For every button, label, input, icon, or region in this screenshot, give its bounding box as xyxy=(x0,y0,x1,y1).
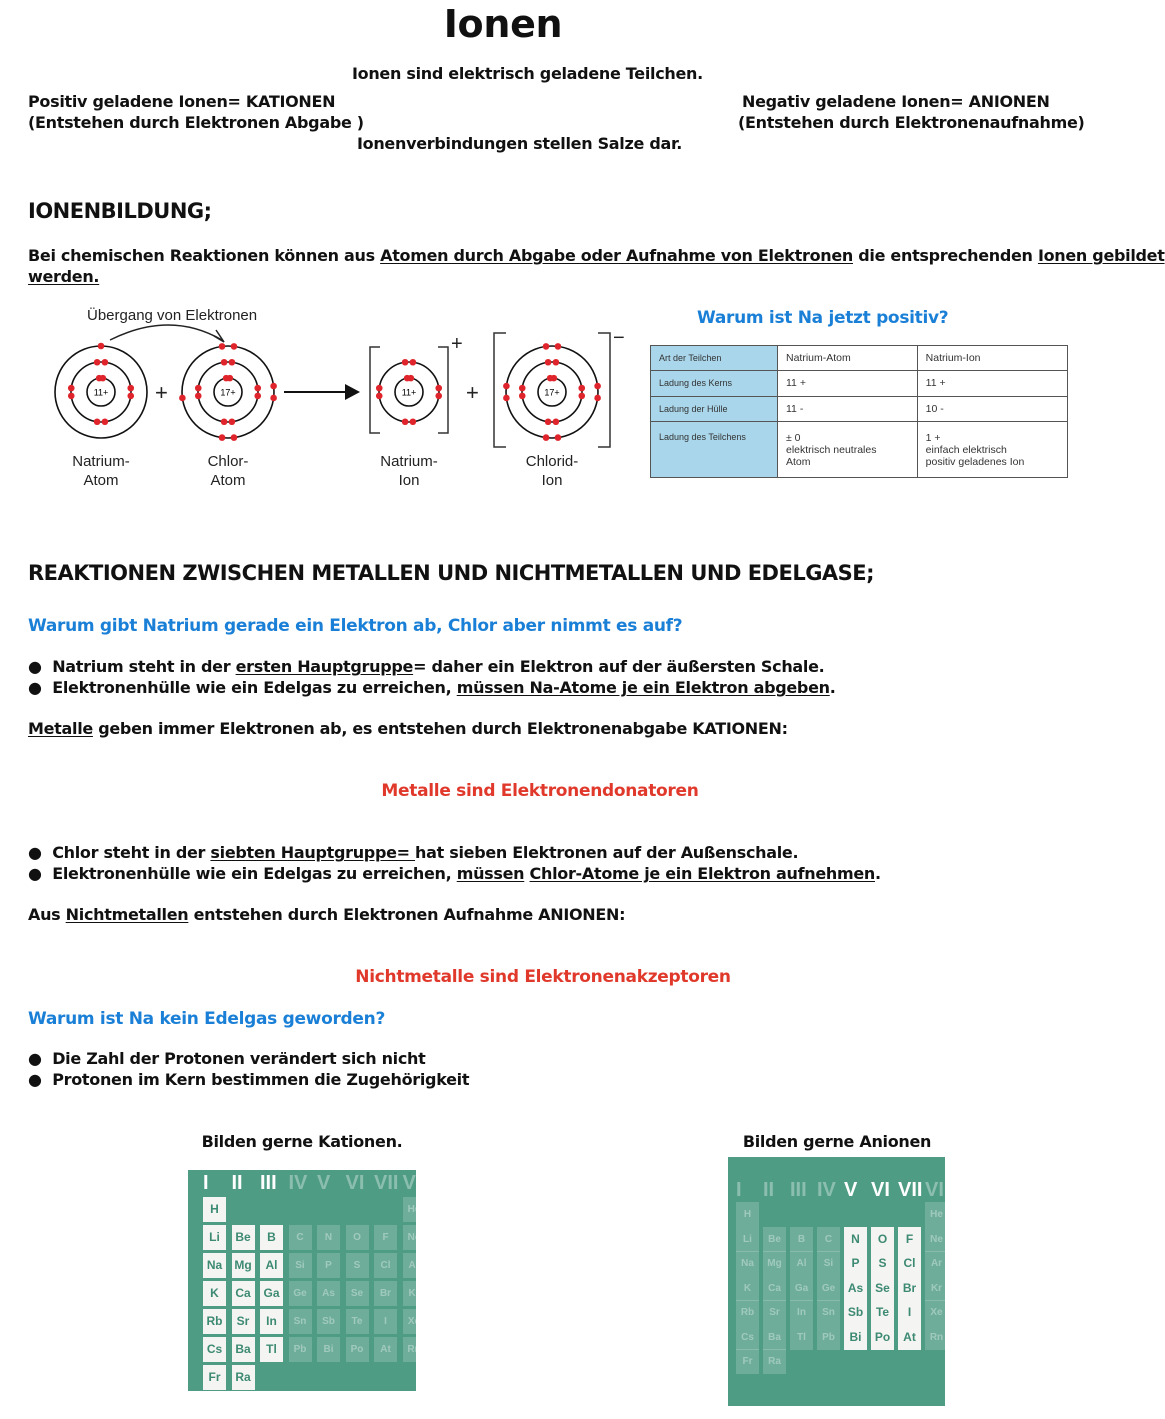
element-he: He xyxy=(403,1197,426,1222)
electron xyxy=(219,434,226,441)
sodium-ion xyxy=(376,359,442,425)
element-i: I xyxy=(898,1300,921,1325)
element-rn: Rn xyxy=(925,1325,948,1350)
element-in: In xyxy=(790,1300,813,1325)
electron xyxy=(195,385,202,392)
electron xyxy=(402,418,409,425)
label-chlorine-atom-1: Chlor- xyxy=(207,453,249,470)
nucleus-charge: 11+ xyxy=(401,387,417,398)
element-ba: Ba xyxy=(763,1325,786,1350)
element-pb: Pb xyxy=(817,1325,840,1350)
anionen-caption: Bilden gerne Anionen xyxy=(742,1132,932,1151)
group-label: V xyxy=(317,1172,331,1194)
element-o: O xyxy=(871,1227,894,1252)
element-at: At xyxy=(374,1337,397,1362)
element-li: Li xyxy=(736,1227,759,1252)
electron xyxy=(543,343,550,350)
metals-donors: Metalle sind Elektronendonatoren xyxy=(381,781,699,801)
ion-definition: Ionen sind elektrisch geladene Teilchen. xyxy=(352,64,703,83)
electron xyxy=(98,343,105,350)
nonmetals-text: Aus Nichtmetallen entstehen durch Elektronen Aufnahme ANIONEN: xyxy=(28,905,626,924)
element-ra: Ra xyxy=(763,1349,786,1374)
group-label: VII xyxy=(374,1172,399,1194)
bracket-cl-right xyxy=(598,333,610,447)
element-se: Se xyxy=(346,1281,369,1306)
element-tl: Tl xyxy=(260,1337,283,1362)
electron xyxy=(519,385,526,392)
periodic-table-cations xyxy=(188,1170,433,1391)
element-k: K xyxy=(203,1281,226,1306)
element-br: Br xyxy=(374,1281,397,1306)
ionenbildung-paragraph: Bei chemischen Reaktionen können aus Atomen durch Abgabe oder Aufnahme von Elektronen die entsprechenden Ionen gebildet xyxy=(28,246,1165,265)
group-label: III xyxy=(260,1172,277,1194)
group-label: III xyxy=(790,1179,807,1201)
periodic-table-anions xyxy=(728,1157,956,1406)
label-chlorine-atom-2: Atom xyxy=(210,472,246,489)
electron xyxy=(578,385,585,392)
element-po: Po xyxy=(346,1337,369,1362)
electron xyxy=(410,418,417,425)
element-c: C xyxy=(289,1225,312,1250)
group-label: IV xyxy=(288,1172,308,1194)
label-sodium-atom-1: Natrium- xyxy=(72,453,130,470)
ionenbildung-paragraph-end: werden. xyxy=(28,267,100,286)
salts-text: Ionenverbindungen stellen Salze dar. xyxy=(357,134,683,153)
group-label: VI xyxy=(871,1179,890,1201)
electron xyxy=(127,393,134,400)
bullet-sodium-group: ● Natrium steht in der ersten Hauptgruppe= daher ein Elektron auf der äußersten Schale. xyxy=(28,657,825,676)
element-be: Be xyxy=(763,1227,786,1252)
table-question: Warum ist Na jetzt positiv? xyxy=(697,308,949,328)
group-label: IV xyxy=(817,1179,836,1201)
electron xyxy=(410,359,417,366)
element-b: B xyxy=(260,1225,283,1250)
element-n: N xyxy=(317,1225,340,1250)
element-be: Be xyxy=(232,1225,255,1250)
element-kr: Kr xyxy=(925,1276,948,1301)
sodium-atom xyxy=(55,343,147,438)
element-ga: Ga xyxy=(260,1281,283,1306)
table-row: Ladung des Kerns 11 + 11 + xyxy=(651,371,1068,396)
element-pb: Pb xyxy=(289,1337,312,1362)
element-at: At xyxy=(898,1325,921,1350)
element-al: Al xyxy=(260,1253,283,1278)
element-ar: Ar xyxy=(403,1253,426,1278)
group-label: V xyxy=(844,1179,858,1201)
na-ion-charge: + xyxy=(451,333,463,355)
group-label: II xyxy=(231,1172,243,1194)
electron xyxy=(555,434,562,441)
plus-sign-2: + xyxy=(466,380,479,405)
element-sr: Sr xyxy=(232,1309,255,1334)
kationen-caption: Bilden gerne Kationen. xyxy=(201,1132,403,1151)
electron xyxy=(376,385,383,392)
label-chloride-ion-1: Chlorid- xyxy=(525,453,579,470)
electron xyxy=(195,393,202,400)
element-li: Li xyxy=(203,1225,226,1250)
element-sb: Sb xyxy=(844,1300,867,1325)
element-n: N xyxy=(844,1227,867,1252)
electron xyxy=(229,418,236,425)
element-cs: Cs xyxy=(736,1325,759,1350)
transfer-label: Übergang von Elektronen xyxy=(87,307,258,324)
element-h: H xyxy=(736,1202,759,1227)
electron xyxy=(221,359,228,366)
element-p: P xyxy=(844,1251,867,1276)
electron xyxy=(229,359,236,366)
element-rn: Rn xyxy=(403,1337,426,1362)
element-h: H xyxy=(203,1197,226,1222)
element-k: K xyxy=(736,1276,759,1301)
electron xyxy=(553,418,560,425)
element-na: Na xyxy=(203,1253,226,1278)
element-mg: Mg xyxy=(232,1253,255,1278)
nonmetals-acceptors: Nichtmetalle sind Elektronenakzeptoren xyxy=(355,967,731,987)
element-s: S xyxy=(346,1253,369,1278)
bullet-protons-constant: ● Die Zahl der Protonen verändert sich nicht xyxy=(28,1049,426,1068)
group-label: VI xyxy=(345,1172,365,1194)
element-ra: Ra xyxy=(232,1365,255,1390)
element-xe: Xe xyxy=(403,1309,426,1334)
electron xyxy=(270,383,277,390)
ionenbildung-heading: IONENBILDUNG; xyxy=(28,199,212,223)
element-tl: Tl xyxy=(790,1325,813,1350)
chlorine-atom xyxy=(179,343,277,441)
electron xyxy=(254,393,261,400)
electron xyxy=(594,395,601,402)
element-o: O xyxy=(346,1225,369,1250)
electron xyxy=(270,395,277,402)
ion-formation-diagram xyxy=(0,300,640,500)
electron xyxy=(221,418,228,425)
element-ga: Ga xyxy=(790,1276,813,1301)
sodium-comparison-table xyxy=(650,345,1068,478)
nucleus-charge: 17+ xyxy=(220,387,236,398)
element-b: B xyxy=(790,1227,813,1252)
element-se: Se xyxy=(871,1276,894,1301)
reaktionen-heading: REAKTIONEN ZWISCHEN METALLEN UND NICHTMETALLEN UND EDELGASE; xyxy=(28,561,875,585)
nucleus-charge: 11+ xyxy=(93,387,109,398)
element-ne: Ne xyxy=(403,1225,426,1250)
bullet-sodium-noble: ● Elektronenhülle wie ein Edelgas zu erreichen, müssen Na-Atome je ein Elektron abgeben. xyxy=(28,678,836,697)
electron xyxy=(100,375,107,382)
element-ar: Ar xyxy=(925,1251,948,1276)
element-ca: Ca xyxy=(232,1281,255,1306)
electron xyxy=(545,359,552,366)
group-label: VII xyxy=(898,1179,923,1201)
electron xyxy=(102,359,109,366)
electron xyxy=(578,393,585,400)
bracket-cl-left xyxy=(494,333,506,447)
electron xyxy=(68,385,75,392)
bullet-protons-identity: ● Protonen im Kern bestimmen die Zugehörigkeit xyxy=(28,1070,470,1089)
element-p: P xyxy=(317,1253,340,1278)
electron xyxy=(519,393,526,400)
table-row: Ladung des Teilchens ± 0 elektrisch neutrales Atom 1 + einfach elektrisch positiv geladenes Ion xyxy=(651,422,1068,478)
element-na: Na xyxy=(736,1251,759,1276)
electron xyxy=(594,383,601,390)
element-i: I xyxy=(374,1309,397,1334)
element-as: As xyxy=(844,1276,867,1301)
element-xe: Xe xyxy=(925,1300,948,1325)
electron xyxy=(94,418,101,425)
label-sodium-atom-2: Atom xyxy=(83,472,119,489)
element-in: In xyxy=(260,1309,283,1334)
element-fr: Fr xyxy=(203,1365,226,1390)
element-si: Si xyxy=(289,1253,312,1278)
electron xyxy=(402,359,409,366)
electron xyxy=(127,385,134,392)
electron xyxy=(231,434,238,441)
table-row: Art der Teilchen Natrium-Atom Natrium-Ion xyxy=(651,346,1068,371)
electron xyxy=(376,393,383,400)
element-cl: Cl xyxy=(374,1253,397,1278)
element-sr: Sr xyxy=(763,1300,786,1325)
label-chloride-ion-2: Ion xyxy=(541,472,563,489)
group-label: I xyxy=(736,1179,742,1201)
question-noble-gas: Warum ist Na kein Edelgas geworden? xyxy=(28,1009,386,1029)
element-rb: Rb xyxy=(203,1309,226,1334)
element-br: Br xyxy=(898,1276,921,1301)
element-mg: Mg xyxy=(763,1251,786,1276)
chloride-ion xyxy=(503,343,601,441)
question-sodium-chlorine: Warum gibt Natrium gerade ein Elektron ab, Chlor aber nimmt es auf? xyxy=(28,616,683,636)
electron xyxy=(551,375,558,382)
group-label: VIII xyxy=(402,1172,433,1194)
element-po: Po xyxy=(871,1325,894,1350)
electron xyxy=(68,393,75,400)
electron xyxy=(94,359,101,366)
electron xyxy=(435,385,442,392)
page-title: Ionen xyxy=(443,2,563,46)
element-f: F xyxy=(898,1227,921,1252)
plus-sign-1: + xyxy=(155,380,168,405)
electron xyxy=(545,418,552,425)
anions-line1: Negativ geladene Ionen= ANIONEN xyxy=(742,92,1050,111)
electron xyxy=(254,385,261,392)
group-label: VIII xyxy=(925,1179,956,1201)
element-as: As xyxy=(317,1281,340,1306)
element-al: Al xyxy=(790,1251,813,1276)
label-sodium-ion-1: Natrium- xyxy=(380,453,438,470)
element-fr: Fr xyxy=(736,1349,759,1374)
bullet-chlorine-noble: ● Elektronenhülle wie ein Edelgas zu erreichen, müssen Chlor-Atome je ein Elektron aufnehmen. xyxy=(28,864,881,883)
element-cs: Cs xyxy=(203,1337,226,1362)
element-c: C xyxy=(817,1227,840,1252)
group-label: II xyxy=(763,1179,775,1201)
electron xyxy=(102,418,109,425)
element-ca: Ca xyxy=(763,1276,786,1301)
element-ne: Ne xyxy=(925,1227,948,1252)
element-s: S xyxy=(871,1251,894,1276)
element-si: Si xyxy=(817,1251,840,1276)
electron xyxy=(543,434,550,441)
element-sb: Sb xyxy=(317,1309,340,1334)
anions-line2: (Entstehen durch Elektronenaufnahme) xyxy=(738,113,1085,132)
element-ge: Ge xyxy=(817,1276,840,1301)
element-rb: Rb xyxy=(736,1300,759,1325)
label-sodium-ion-2: Ion xyxy=(398,472,420,489)
nucleus-charge: 17+ xyxy=(544,387,560,398)
electron xyxy=(179,395,186,402)
element-bi: Bi xyxy=(317,1337,340,1362)
element-te: Te xyxy=(871,1300,894,1325)
electron xyxy=(553,359,560,366)
electron xyxy=(555,343,562,350)
element-sn: Sn xyxy=(817,1300,840,1325)
group-label: I xyxy=(203,1172,209,1194)
element-sn: Sn xyxy=(289,1309,312,1334)
element-he: He xyxy=(925,1202,948,1227)
electron xyxy=(231,343,238,350)
electron xyxy=(503,383,510,390)
electron xyxy=(435,393,442,400)
element-ba: Ba xyxy=(232,1337,255,1362)
electron xyxy=(227,375,234,382)
element-ge: Ge xyxy=(289,1281,312,1306)
electron xyxy=(408,375,415,382)
bullet-chlorine-group: ● Chlor steht in der siebten Hauptgruppe= hat sieben Elektronen auf der Außenschale. xyxy=(28,843,799,862)
cations-line2: (Entstehen durch Elektronen Abgabe ) xyxy=(28,113,364,132)
electron xyxy=(503,395,510,402)
metals-text: Metalle geben immer Elektronen ab, es entstehen durch Elektronenabgabe KATIONEN: xyxy=(28,719,788,738)
electron xyxy=(219,343,226,350)
element-kr: Kr xyxy=(403,1281,426,1306)
element-cl: Cl xyxy=(898,1251,921,1276)
transfer-arrow xyxy=(110,325,222,340)
element-bi: Bi xyxy=(844,1325,867,1350)
table-row: Ladung der Hülle 11 - 10 - xyxy=(651,396,1068,421)
element-f: F xyxy=(374,1225,397,1250)
element-te: Te xyxy=(346,1309,369,1334)
cations-line1: Positiv geladene Ionen= KATIONEN xyxy=(28,92,336,111)
cl-ion-charge: − xyxy=(613,327,625,349)
